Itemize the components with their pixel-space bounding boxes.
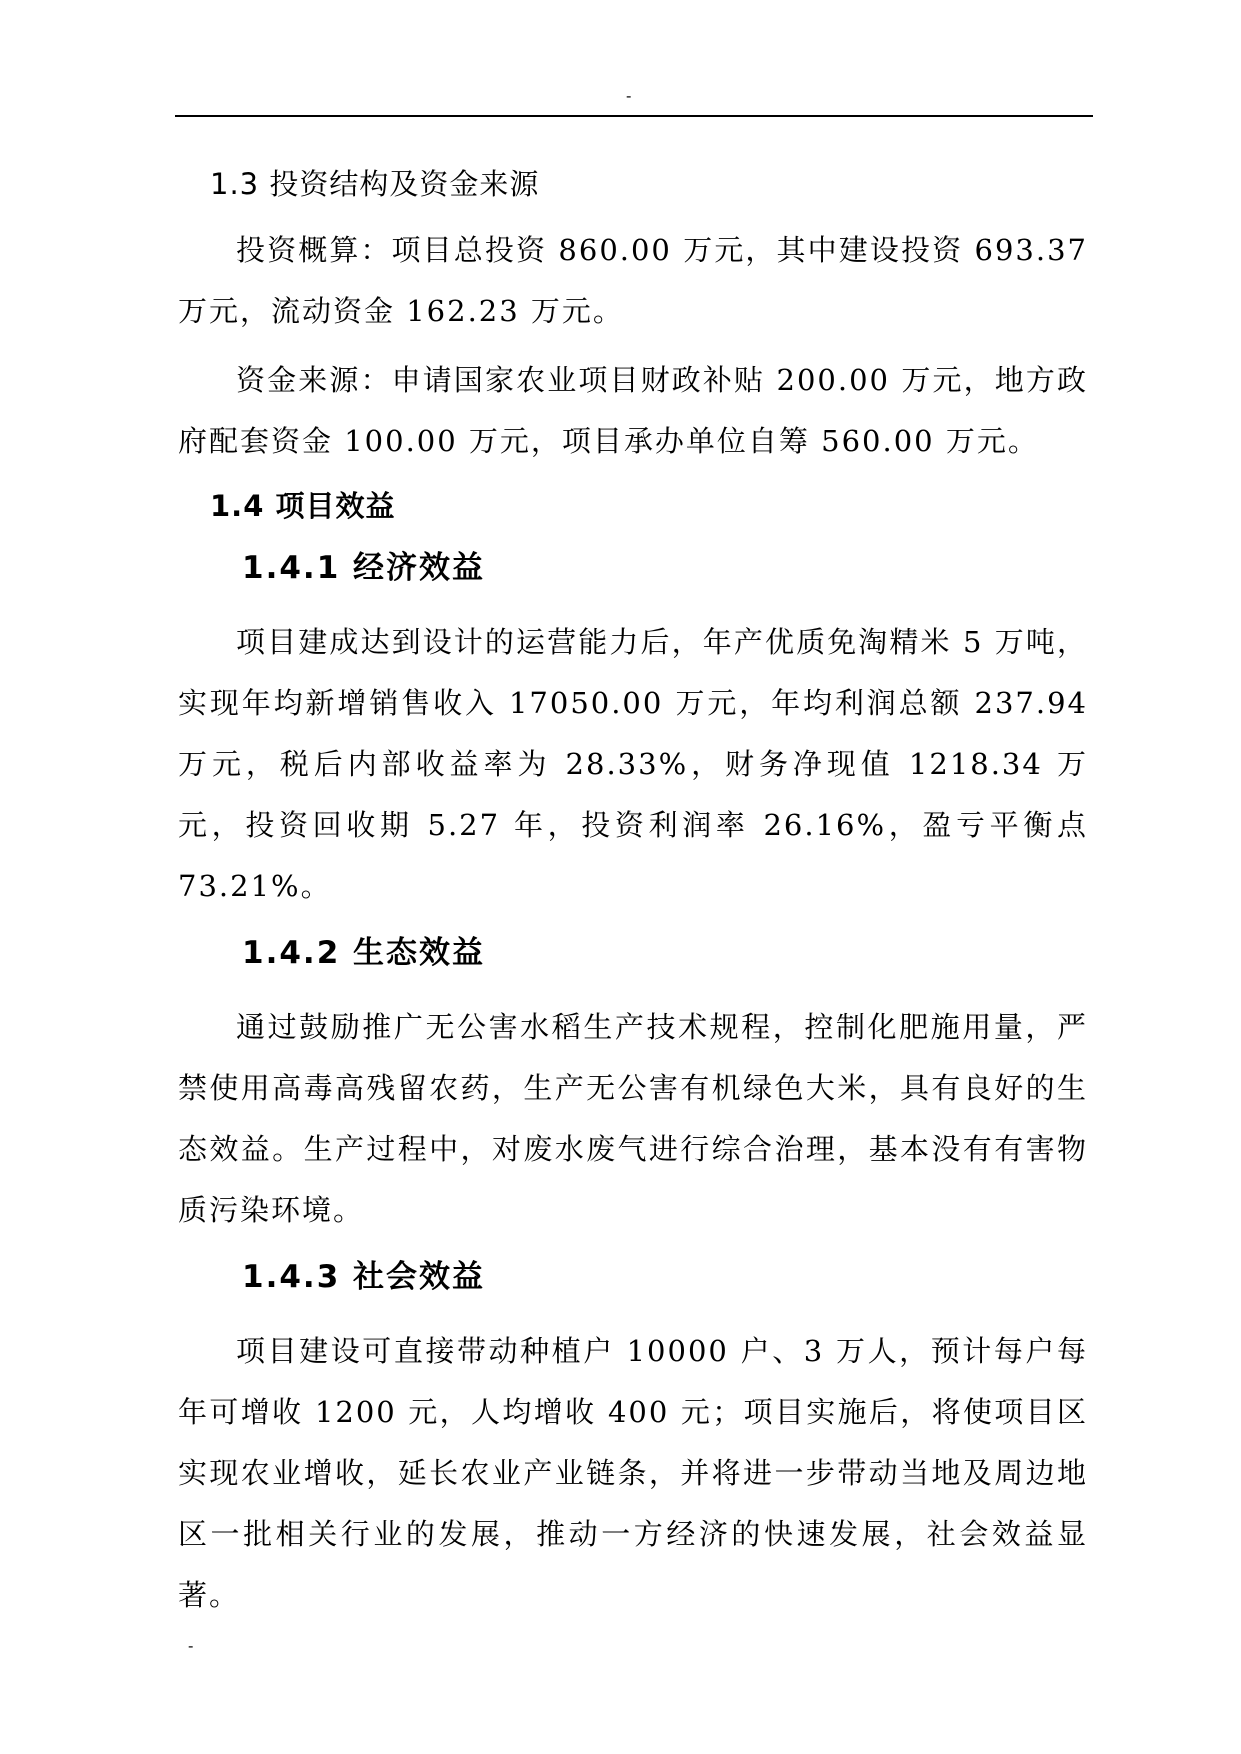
paragraph-fund-source: 资金来源：申请国家农业项目财政补贴 200.00 万元，地方政府配套资金 100.00 万元，项目承办单位自筹 560.00 万元。 [178,363,1088,458]
paragraph-investment-estimate: 投资概算：项目总投资 860.00 万元，其中建设投资 693.37 万元，流动资金 162.23 万元。 [178,233,1088,328]
page-footer-mark: - [188,1636,194,1655]
heading-1-4: 1.4 项目效益 [210,489,396,523]
paragraph-economic-benefit: 项目建成达到设计的运营能力后，年产优质免淘精米 5 万吨，实现年均新增销售收入 17050.00 万元，年均利润总额 237.94 万元，税后内部收益率为 28.33%，财务净现值 1218.34 万元，投资回收期 5.27 年，投资利润率 26.16%，盈亏平衡点 73.21%。 [178,625,1088,903]
paragraph-ecological-benefit: 通过鼓励推广无公害水稻生产技术规程，控制化肥施用量，严禁使用高毒高残留农药，生产无公害有机绿色大米，具有良好的生态效益。生产过程中，对废水废气进行综合治理，基本没有有害物质污染环境。 [178,1010,1088,1227]
document-body [178,150,1088,1634]
heading-1-3: 1.3 投资结构及资金来源 [210,167,540,201]
heading-1-4-2: 1.4.2 生态效益 [242,935,486,971]
heading-1-4-1: 1.4.1 经济效益 [242,550,486,586]
page-header-mark: - [626,86,632,105]
header-divider [175,115,1093,117]
paragraph-social-benefit: 项目建设可直接带动种植户 10000 户、3 万人，预计每户每年可增收 1200 元，人均增收 400 元；项目实施后，将使项目区实现农业增收，延长农业产业链条，并将进一步带动当地及周边地区一批相关行业的发展，推动一方经济的快速发展，社会效益显著。 [178,1334,1088,1612]
heading-1-4-3: 1.4.3 社会效益 [242,1259,486,1295]
